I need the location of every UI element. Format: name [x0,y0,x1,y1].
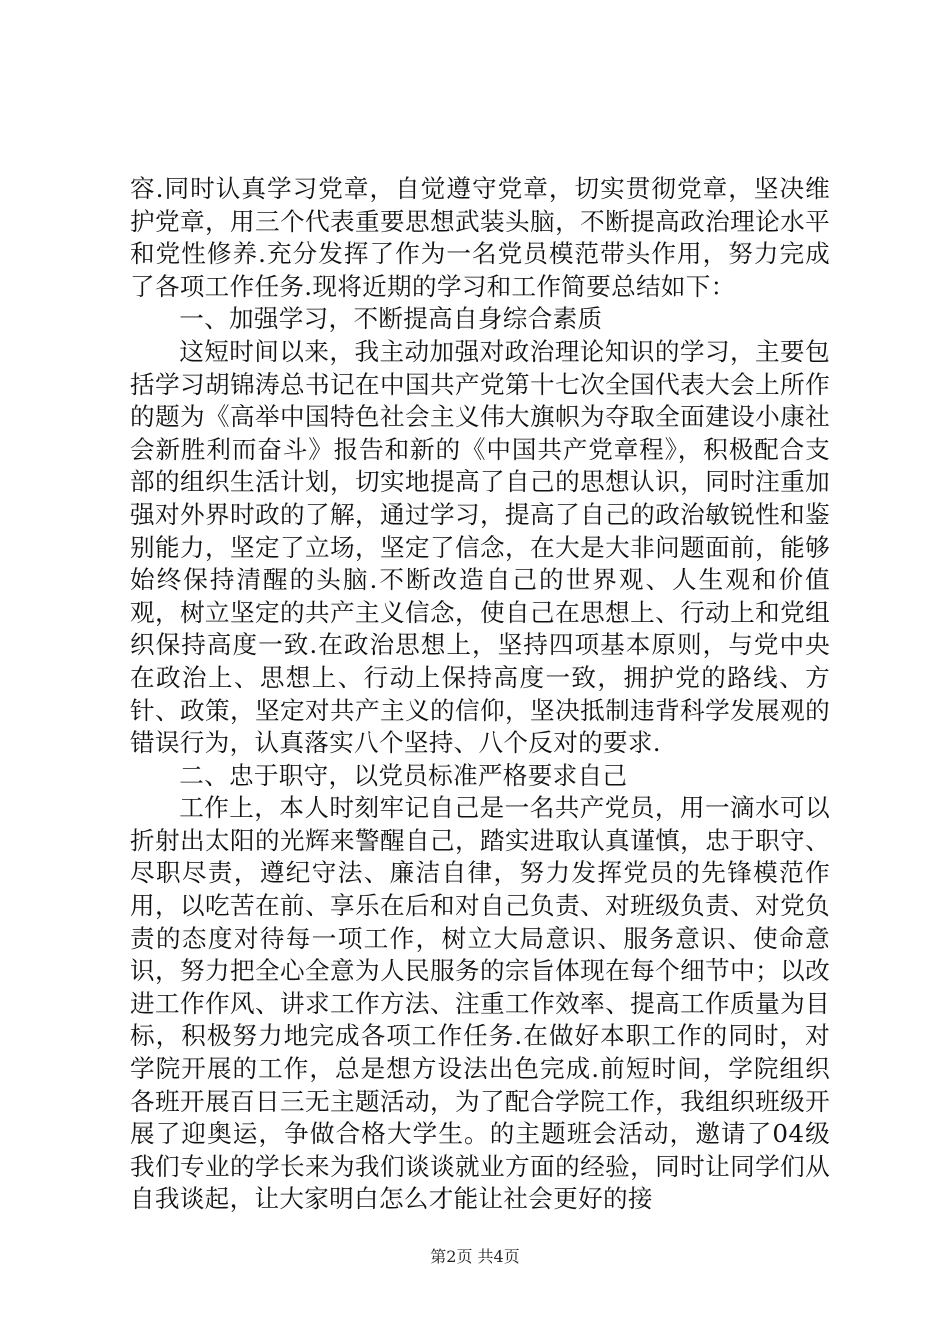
paragraph-study: 这短时间以来，我主动加强对政治理论知识的学习，主要包括学习胡锦涛总书记在中国共产党第十七次全国代表大会上所作的题为《高举中国特色社会主义伟大旗帜为夺取全面建设小康社会新胜利而奋斗》报告和新的《中国共产党章程》，积极配合支部的组织生活计划，切实地提高了自己的思想认识，同时注重加强对外界时政的了解，通过学习，提高了自己的政治敏锐性和鉴别能力，坚定了立场，坚定了信念，在大是大非问题面前，能够始终保持清醒的头脑.不断改造自己的世界观、人生观和价值观，树立坚定的共产主义信念，使自己在思想上、行动上和党组织保持高度一致.在政治思想上，坚持四项基本原则，与党中央在政治上、思想上、行动上保持高度一致，拥护党的路线、方针、政策，坚定对共产主义的信仰，坚决抵制违背科学发展观的错误行为，认真落实八个坚持、八个反对的要求. [130,336,830,758]
paragraph-intro-continued: 容.同时认真学习党章，自觉遵守党章，切实贯彻党章，坚决维护党章，用三个代表重要思想武装头脑，不断提高政治理论水平和党性修养.充分发挥了作为一名党员模范带头作用，努力完成了各项工作任务.现将近期的学习和工作简要总结如下： [130,174,830,301]
section-heading-1: 一、加强学习，不断提高自身综合素质 [179,304,603,334]
document-body [130,173,830,1216]
page-number-footer: 第2页 共4页 [430,1247,520,1266]
section-heading-2: 二、忠于职守，以党员标准严格要求自己 [179,760,628,790]
paragraph-work: 工作上，本人时刻牢记自己是一名共产党员，用一滴水可以折射出太阳的光辉来警醒自己，踏实进取认真谨慎，忠于职守、尽职尽责，遵纪守法、廉洁自律，努力发挥党员的先锋模范作用，以吃苦在前、享乐在后和对自己负责、对班级负责、对党负责的态度对待每一项工作，树立大局意识、服务意识、使命意识，努力把全心全意为人民服务的宗旨体现在每个细节中；以改进工作作风、讲求工作方法、注重工作效率、提高工作质量为目标，积极努力地完成各项工作任务.在做好本职工作的同时，对学院开展的工作，总是想方设法出色完成.前短时间，学院组织各班开展百日三无主题活动，为了配合学院工作，我组织班级开展了迎奥运，争做合格大学生。的主题班会活动，邀请了04级我们专业的学长来为我们谈谈就业方面的经验，同时让同学们从自我谈起，让大家明白怎么才能让社会更好的接 [130,793,830,1214]
